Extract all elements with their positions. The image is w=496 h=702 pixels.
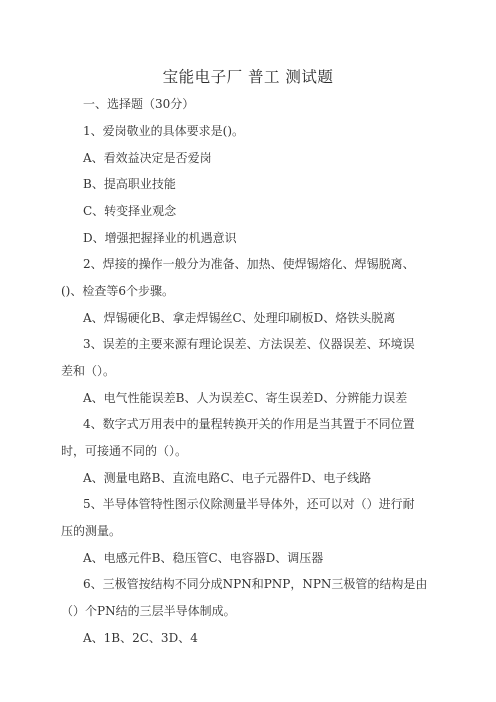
question-1-option-d: D、增强把握择业的机遇意识: [83, 231, 237, 245]
question-4-stem-line-1: 4、数字式万用表中的量程转换开关的作用是当其置于不同位置: [83, 417, 415, 431]
question-2-options: A、焊锡硬化B、拿走焊锡丝C、处理印刷板D、烙铁头脱离: [83, 311, 396, 325]
question-5-stem-line-1: 5、半导体管特性图示仪除测量半导体外，还可以对（）进行耐: [83, 497, 415, 511]
question-6-stem-line-1: 6、三极管按结构不同分成NPN和PNP，NPN三极管的结构是由: [83, 577, 428, 591]
question-2-stem-line-1: 2、焊接的操作一般分为准备、加热、使焊锡熔化、焊锡脱离、: [83, 257, 415, 271]
question-3-options: A、电气性能误差B、人为误差C、寄生误差D、分辨能力误差: [83, 391, 408, 405]
question-3-stem-line-1: 3、误差的主要来源有理论误差、方法误差、仪器误差、环境误: [83, 337, 415, 351]
question-6-options: A、1B、2C、3D、4: [83, 631, 198, 645]
question-4-stem-line-2: 时，可接通不同的（）。: [61, 444, 188, 458]
section-heading: 一、选择题（30分）: [83, 97, 195, 111]
question-5-options: A、电感元件B、稳压管C、电容器D、调压器: [83, 551, 324, 565]
question-4-options: A、测量电路B、直流电路C、电子元器件D、电子线路: [83, 471, 372, 485]
question-6-stem-line-2: （）个PN结的三层半导体制成。: [61, 604, 236, 618]
question-5-stem-line-2: 压的测量。: [61, 524, 122, 538]
document-title: 宝能电子厂 普工 测试题: [162, 68, 334, 86]
question-1-option-b: B、提高职业技能: [83, 177, 176, 191]
question-1-stem: 1、爱岗敬业的具体要求是()。: [83, 124, 244, 138]
question-1-option-a: A、看效益决定是否爱岗: [83, 151, 212, 165]
question-3-stem-line-2: 差和（）。: [61, 364, 116, 378]
question-1-option-c: C、转变择业观念: [83, 204, 177, 218]
question-2-stem-line-2: ()、检查等6个步骤。: [61, 284, 174, 298]
